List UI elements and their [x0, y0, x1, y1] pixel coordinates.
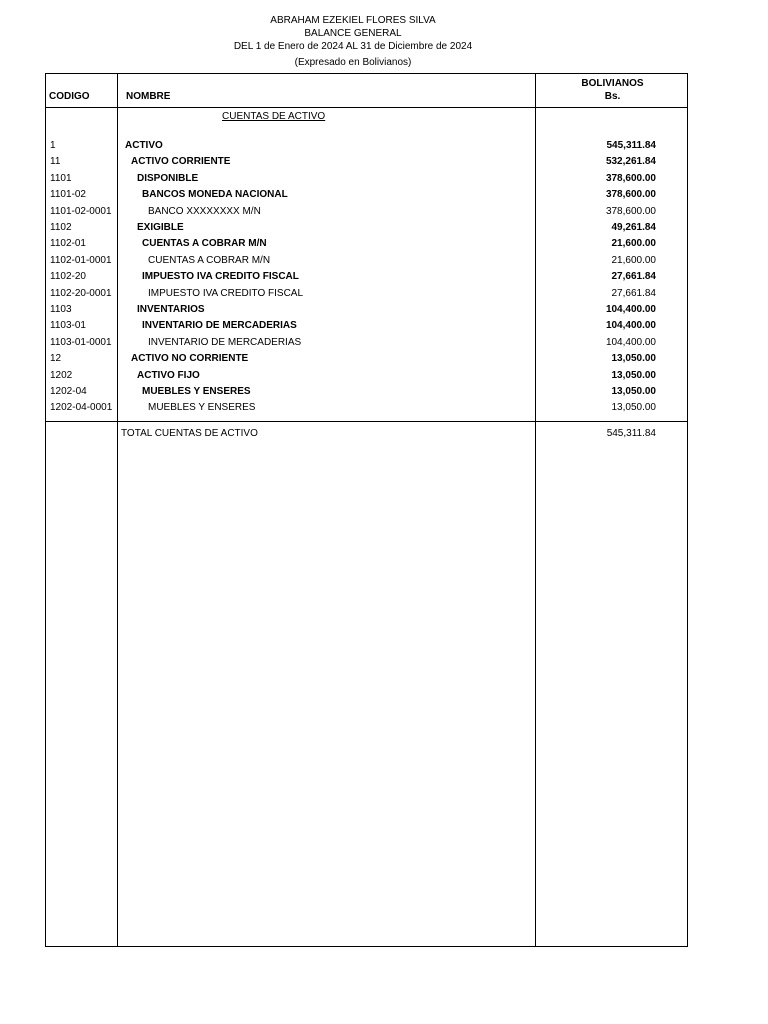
account-code: 1102-01-0001: [50, 254, 112, 266]
section-title: CUENTAS DE ACTIVO: [222, 111, 326, 122]
account-name: INVENTARIO DE MERCADERIAS: [148, 336, 302, 348]
account-amount: 13,050.00: [611, 369, 656, 381]
account-code: 11: [50, 156, 61, 168]
account-name: CUENTAS A COBRAR M/N: [148, 254, 271, 266]
account-amount: 27,661.84: [611, 271, 656, 283]
table-row: [0, 204, 768, 220]
account-name: IMPUESTO IVA CREDITO FISCAL: [148, 287, 304, 299]
account-name: CUENTAS A COBRAR M/N: [142, 238, 267, 250]
column-header-amount-unit: Bs.: [604, 91, 621, 102]
account-code: 1202-04: [50, 386, 87, 397]
account-amount: 378,600.00: [605, 172, 656, 184]
table-row: [0, 318, 768, 334]
report-title: BALANCE GENERAL: [304, 28, 402, 39]
table-row: [0, 400, 768, 416]
table-row: [0, 335, 768, 351]
account-name: ACTIVO CORRIENTE: [131, 156, 231, 168]
account-code: 1102-20: [50, 271, 86, 283]
table-row: [0, 236, 768, 252]
account-code: 1101: [50, 172, 72, 184]
account-amount: 21,600.00: [611, 254, 656, 266]
table-row: [0, 286, 768, 302]
account-amount: 104,400.00: [605, 336, 656, 348]
report-period: DEL 1 de Enero de 2024 AL 31 de Diciembre de 2024: [233, 41, 473, 52]
account-code: 1103-01-0001: [50, 336, 112, 348]
table-row: [0, 384, 768, 400]
account-amount: 532,261.84: [605, 156, 656, 168]
account-amount: 21,600.00: [611, 238, 656, 250]
table-row: [0, 154, 768, 170]
account-code: 1101-02-0001: [50, 205, 112, 217]
table-row: [0, 269, 768, 285]
account-name: DISPONIBLE: [137, 172, 199, 184]
account-name: IMPUESTO IVA CREDITO FISCAL: [142, 271, 299, 283]
header-rule: [45, 107, 688, 108]
company-name: ABRAHAM EZEKIEL FLORES SILVA: [270, 15, 436, 26]
total-amount: 545,311.84: [606, 428, 656, 439]
account-name: MUEBLES Y ENSERES: [142, 386, 251, 397]
account-amount: 378,600.00: [605, 189, 656, 201]
account-code: 1: [50, 140, 56, 151]
account-code: 1102: [50, 222, 72, 233]
account-name: INVENTARIO DE MERCADERIAS: [142, 320, 297, 332]
account-code: 12: [50, 353, 62, 365]
total-label: TOTAL CUENTAS DE ACTIVO: [121, 428, 258, 439]
account-amount: 49,261.84: [611, 222, 656, 233]
table-row: [0, 351, 768, 367]
account-name: ACTIVO: [125, 140, 163, 151]
account-name: INVENTARIOS: [137, 304, 205, 315]
account-amount: 378,600.00: [605, 205, 656, 217]
column-header-code: CODIGO: [49, 91, 90, 102]
account-name: EXIGIBLE: [137, 222, 184, 233]
table-row: [0, 302, 768, 318]
account-code: 1102-01: [50, 238, 86, 250]
account-name: BANCOS MONEDA NACIONAL: [142, 189, 288, 201]
account-name: MUEBLES Y ENSERES: [148, 402, 256, 414]
table-row: [0, 171, 768, 187]
account-name: BANCO XXXXXXXX M/N: [148, 205, 261, 217]
account-amount: 13,050.00: [611, 386, 656, 397]
account-code: 1202-04-0001: [50, 402, 113, 414]
table-row: [0, 253, 768, 269]
table-row: [0, 187, 768, 203]
account-code: 1103: [50, 304, 72, 315]
column-header-name: NOMBRE: [126, 91, 171, 102]
account-amount: 545,311.84: [606, 140, 656, 151]
table-row: [0, 138, 768, 154]
account-code: 1103-01: [50, 320, 86, 332]
total-rule: [45, 421, 688, 422]
account-amount: 104,400.00: [605, 304, 656, 315]
account-name: ACTIVO NO CORRIENTE: [131, 353, 249, 365]
account-amount: 104,400.00: [605, 320, 656, 332]
table-row: [0, 220, 768, 236]
currency-note: (Expresado en Bolivianos): [294, 57, 412, 68]
account-code: 1101-02: [50, 189, 86, 201]
table-row: [0, 368, 768, 384]
account-name: ACTIVO FIJO: [137, 369, 200, 381]
column-header-amount-currency: BOLIVIANOS: [581, 78, 644, 89]
account-amount: 13,050.00: [611, 402, 656, 414]
account-code: 1102-20-0001: [50, 287, 112, 299]
account-amount: 13,050.00: [611, 353, 656, 365]
account-amount: 27,661.84: [611, 287, 656, 299]
account-code: 1202: [50, 369, 73, 381]
